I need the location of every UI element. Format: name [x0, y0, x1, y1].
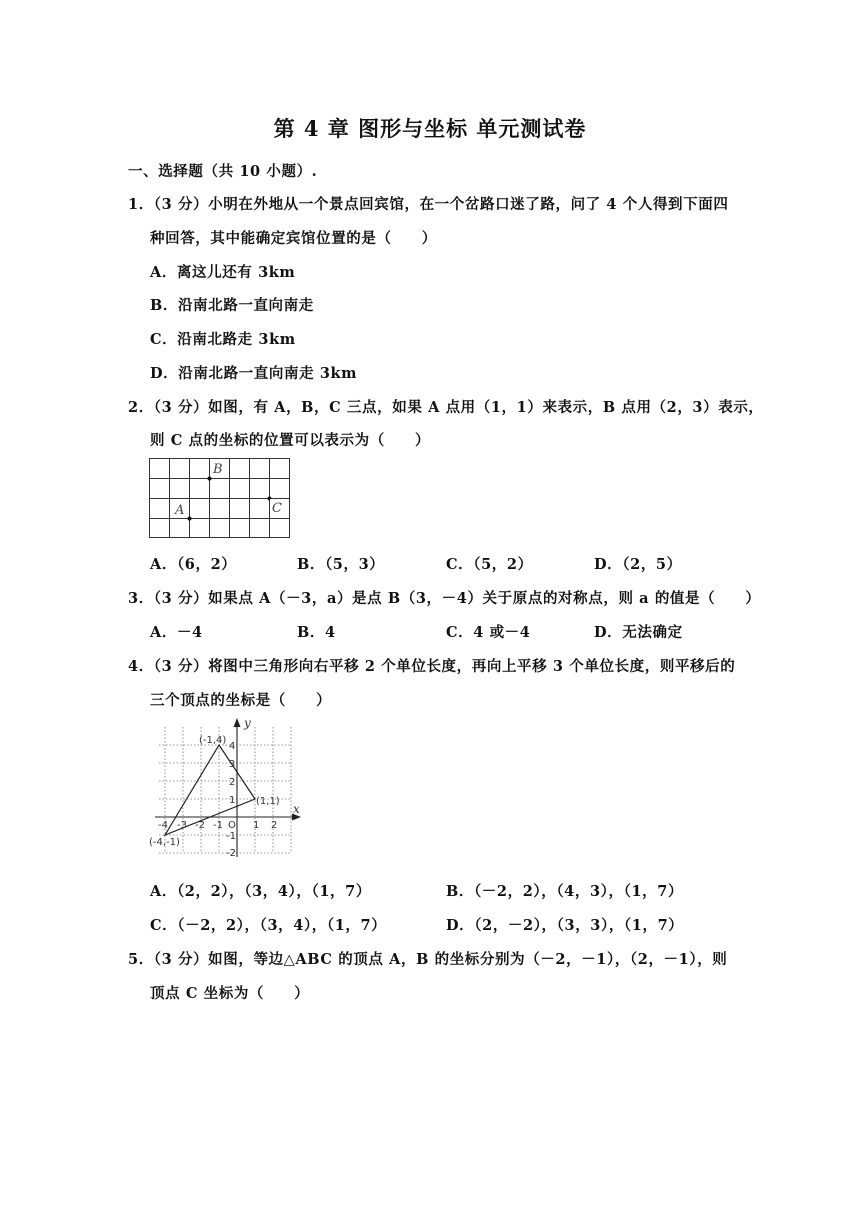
x-tick-label: 1: [253, 820, 260, 831]
question-1-option-c: C．沿南北路走 3km: [150, 331, 296, 348]
question-3-option-b: B．4: [297, 624, 336, 641]
question-1-option-d: D．沿南北路一直向南走 3km: [150, 365, 358, 382]
point-a: [188, 517, 192, 521]
question-4-line-1: 4．（3 分）将图中三角形向右平移 2 个单位长度，再向上平移 3 个单位长度，则平移后的: [128, 658, 736, 675]
question-4-option-d: D．（2，－2），（3，3），（1，7）: [446, 917, 684, 934]
question-1-line-1: 1．（3 分）小明在外地从一个景点回宾馆，在一个岔路口迷了路，问了 4 个人得到下面四: [128, 196, 729, 213]
question-2-option-a: A．（6，2）: [150, 556, 237, 573]
left-point-label: (-4,-1): [149, 837, 180, 848]
x-tick-label: -3: [177, 820, 187, 831]
label-a: A: [175, 503, 185, 518]
question-3-option-c: C．4 或－4: [446, 624, 531, 641]
x-axis-label: x: [293, 802, 300, 816]
question-4-option-c: C．（－2，2），（3，4），（1，7）: [150, 917, 387, 934]
question-2-line-2: 则 C 点的坐标的位置可以表示为（ ）: [150, 432, 431, 449]
question-1-option-b: B．沿南北路一直向南走: [150, 297, 314, 314]
y-tick-label: 1: [229, 795, 236, 806]
question-4-option-b: B．（－2，2），（4，3），（1，7）: [446, 883, 684, 900]
question-2-option-b: B．（5，3）: [297, 556, 385, 573]
page-title: 第 4 章 图形与坐标 单元测试卷: [273, 116, 587, 141]
question-2-option-c: C．（5，2）: [446, 556, 533, 573]
question-5-line-2: 顶点 C 坐标为（ ）: [150, 985, 310, 1002]
right-point-label: (1,1): [256, 796, 280, 807]
question-2-grid-figure: [149, 458, 291, 540]
top-point-label: (-1,4): [199, 735, 227, 746]
question-4-option-a: A．（2，2），（3，4），（1，7）: [150, 883, 371, 900]
question-2-line-1: 2．（3 分）如图，有 A，B，C 三点，如果 A 点用（1，1）来表示，B 点用（2，3）表示，: [128, 399, 764, 416]
x-tick-label: -2: [195, 820, 205, 831]
question-3-option-d: D．无法确定: [594, 624, 683, 641]
question-4-coordinate-figure: [145, 716, 305, 862]
question-5-line-1: 5．（3 分）如图，等边△ABC 的顶点 A，B 的坐标分别为（－2，－1），（2，－1），则: [128, 951, 728, 968]
y-tick-label: 3: [229, 759, 236, 770]
question-2-option-d: D．（2，5）: [594, 556, 682, 573]
label-b: B: [213, 462, 223, 477]
x-tick-label: 2: [271, 820, 278, 831]
label-c: C: [272, 501, 282, 516]
point-b: [208, 477, 212, 481]
y-tick-label: -2: [226, 848, 236, 859]
question-3-line-1: 3．（3 分）如果点 A（－3，a）是点 B（3，－4）关于原点的对称点，则 a 的值是（ ）: [128, 590, 761, 607]
question-3-option-a: A．－4: [150, 624, 203, 641]
question-1-option-a: A．离这儿还有 3km: [150, 264, 296, 281]
x-tick-label: O: [228, 820, 236, 831]
section-heading: 一、选择题（共 10 小题）.: [128, 163, 318, 180]
x-tick-label: -1: [213, 820, 223, 831]
y-tick-label: -1: [226, 831, 236, 842]
y-tick-label: 4: [229, 741, 236, 752]
x-tick-label: -4: [158, 820, 168, 831]
y-tick-label: 2: [229, 777, 236, 788]
question-4-line-2: 三个顶点的坐标是（ ）: [150, 692, 332, 709]
question-1-line-2: 种回答，其中能确定宾馆位置的是（ ）: [150, 230, 437, 247]
y-axis-label: y: [244, 716, 251, 730]
